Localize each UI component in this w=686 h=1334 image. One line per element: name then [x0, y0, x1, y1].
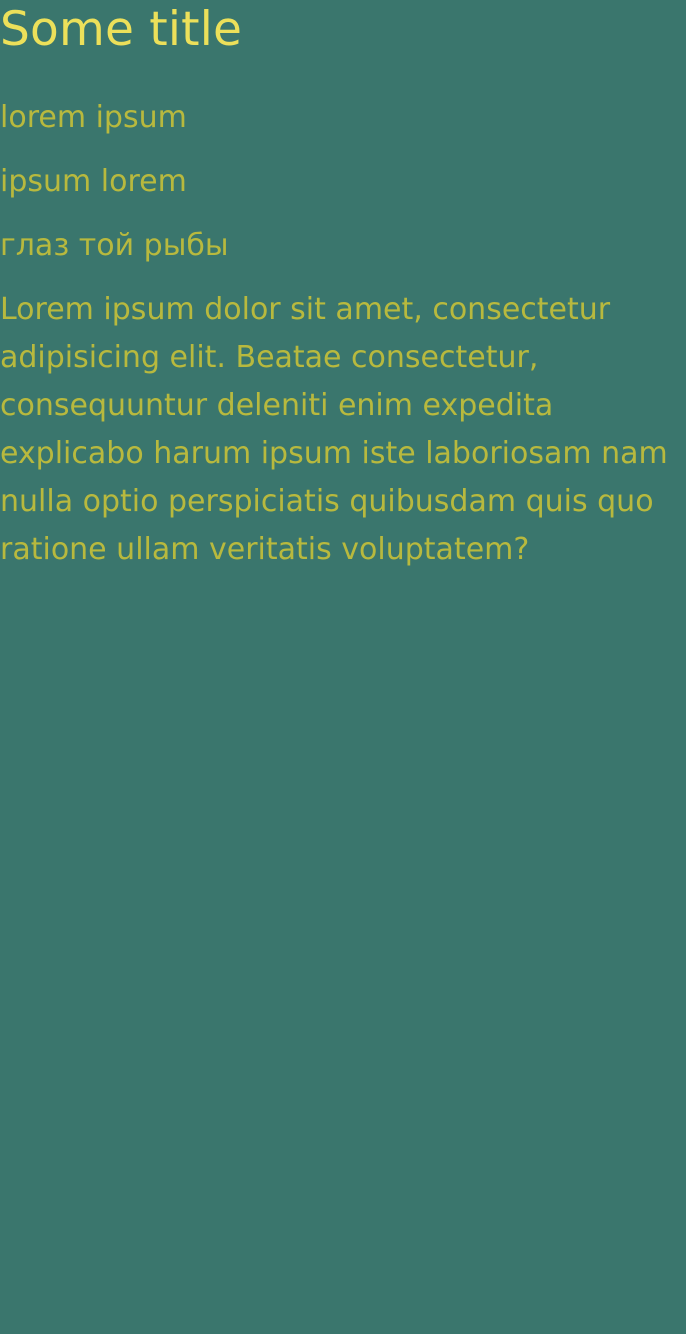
body-paragraph: Lorem ipsum dolor sit amet, consectetur adipisicing elit. Beatae consectetur, consequuntur deleniti enim expedita explicabo harum ipsum iste laboriosam nam nulla optio perspiciatis quibusdam quis quo ratione ullam veritatis voluptatem?: [0, 292, 668, 567]
page-title: Some title: [0, 2, 243, 57]
text-line-2: ipsum lorem: [0, 164, 187, 199]
text-line-3: глаз той рыбы: [0, 228, 229, 263]
text-line-1: lorem ipsum: [0, 100, 187, 135]
